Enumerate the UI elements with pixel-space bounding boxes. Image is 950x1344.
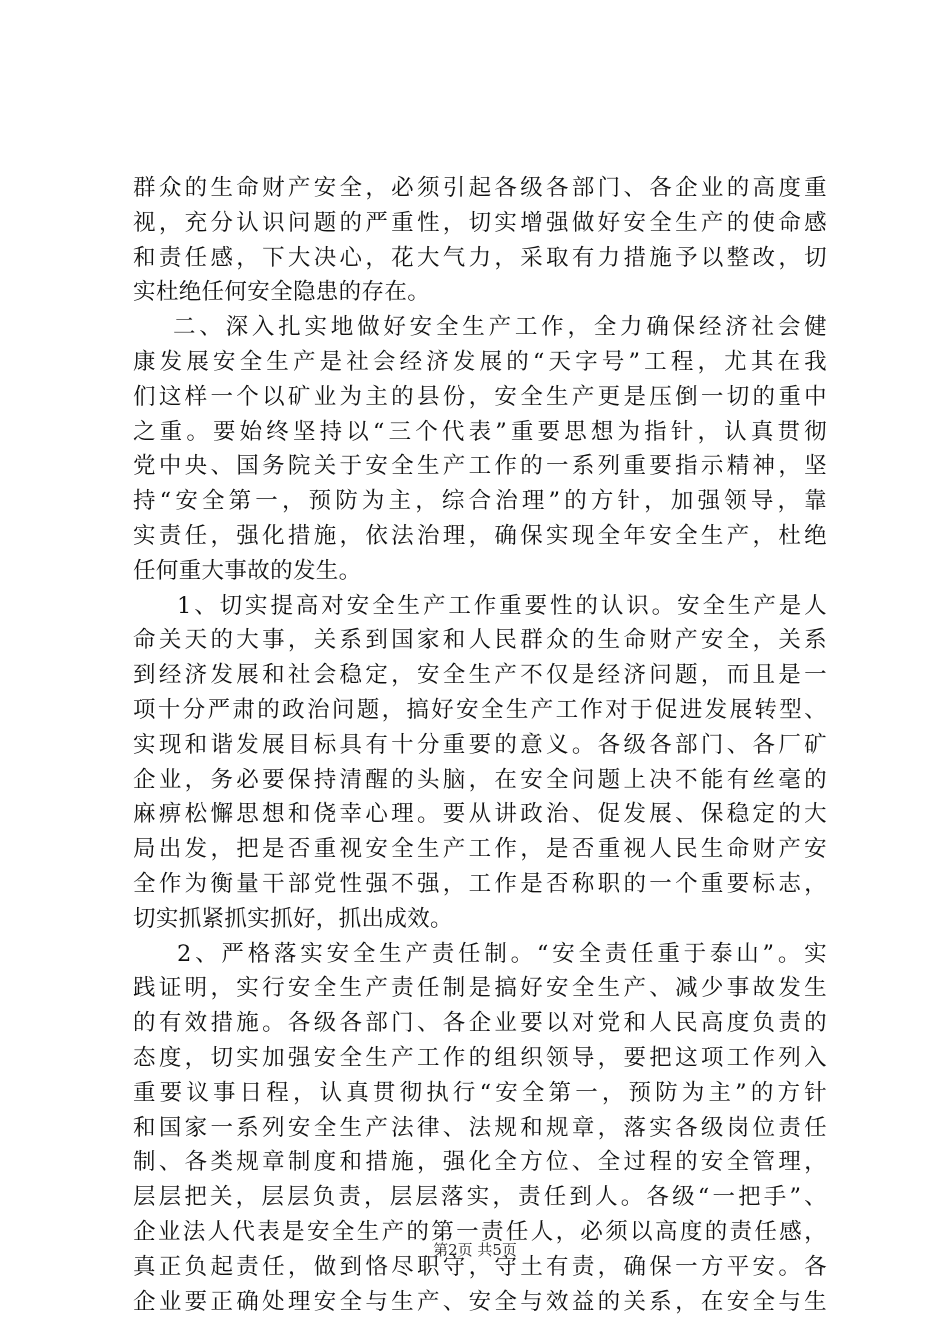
document-body — [133, 171, 827, 1319]
text-line: 践证明，实行安全生产责任制是搞好安全生产、减少事故发生 — [133, 975, 827, 1002]
text-line: 到经济发展和社会稳定，安全生产不仅是经济问题，而且是一 — [133, 662, 827, 689]
text-line: 群众的生命财产安全，必须引起各级各部门、各企业的高度重 — [133, 175, 827, 201]
text-line: 企业法人代表是安全生产的第一责任人，必须以高度的责任感， — [133, 1218, 827, 1245]
text-line: 实责任，强化措施，依法治理，确保实现全年安全生产，杜绝 — [133, 522, 827, 549]
text-line: 实杜绝任何安全隐患的存在。 — [133, 279, 431, 306]
text-line: 党中央、国务院关于安全生产工作的一系列重要指示精神，坚 — [133, 453, 827, 480]
text-line: 层层把关，层层负责，层层落实，责任到人。各级“一把手”、 — [133, 1184, 827, 1211]
text-line: 实现和谐发展目标具有十分重要的意义。各级各部门、各厂矿 — [133, 731, 827, 758]
text-line: 和责任感，下大决心，花大气力，采取有力措施予以整改，切 — [133, 244, 827, 271]
text-line: 康发展安全生产是社会经济发展的“天字号”工程，尤其在我 — [133, 348, 827, 375]
text-line: 持“安全第一，预防为主，综合治理”的方针，加强领导，靠 — [133, 488, 827, 515]
text-line: 麻痹松懈思想和侥幸心理。要从讲政治、促发展、保稳定的大 — [133, 801, 827, 828]
page-number-footer: 第2页 共5页 — [433, 1241, 517, 1259]
text-line: 局出发，把是否重视安全生产工作，是否重视人民生命财产安 — [133, 836, 827, 863]
text-line: 企业，务必要保持清醒的头脑，在安全问题上决不能有丝毫的 — [133, 766, 827, 793]
text-line: 态度，切实加强安全生产工作的组织领导，要把这项工作列入 — [133, 1044, 827, 1071]
text-line: 任何重大事故的发生。 — [133, 557, 362, 584]
text-line: 二、深入扎实地做好安全生产工作，全力确保经济社会健 — [173, 314, 827, 341]
text-line: 制、各类规章制度和措施，强化全方位、全过程的安全管理， — [133, 1149, 827, 1176]
text-line: 真正负起责任，做到恪尽职守，守土有责，确保一方平安。各 — [133, 1253, 827, 1280]
text-line: 们这样一个以矿业为主的县份，安全生产更是压倒一切的重中 — [133, 383, 827, 410]
text-line: 项十分严肃的政治问题，搞好安全生产工作对于促进发展转型、 — [133, 696, 827, 723]
text-line: 命关天的大事，关系到国家和人民群众的生命财产安全，关系 — [133, 627, 827, 654]
text-line: 2、严格落实安全生产责任制。“安全责任重于泰山”。实 — [177, 940, 827, 967]
text-line: 1、切实提高对安全生产工作重要性的认识。安全生产是人 — [177, 592, 827, 619]
text-line: 全作为衡量干部党性强不强，工作是否称职的一个重要标志， — [133, 870, 827, 897]
text-line: 企业要正确处理安全与生产、安全与效益的关系，在安全与生 — [133, 1288, 827, 1315]
text-line: 重要议事日程，认真贯彻执行“安全第一，预防为主”的方针 — [133, 1079, 827, 1106]
text-line: 和国家一系列安全生产法律、法规和规章，落实各级岗位责任 — [133, 1114, 827, 1141]
text-line: 切实抓紧抓实抓好，抓出成效。 — [133, 905, 453, 932]
text-line: 的有效措施。各级各部门、各企业要以对党和人民高度负责的 — [133, 1010, 827, 1037]
text-line: 视，充分认识问题的严重性，切实增强做好安全生产的使命感 — [133, 209, 827, 236]
text-line: 之重。要始终坚持以“三个代表”重要思想为指针，认真贯彻 — [133, 418, 827, 445]
